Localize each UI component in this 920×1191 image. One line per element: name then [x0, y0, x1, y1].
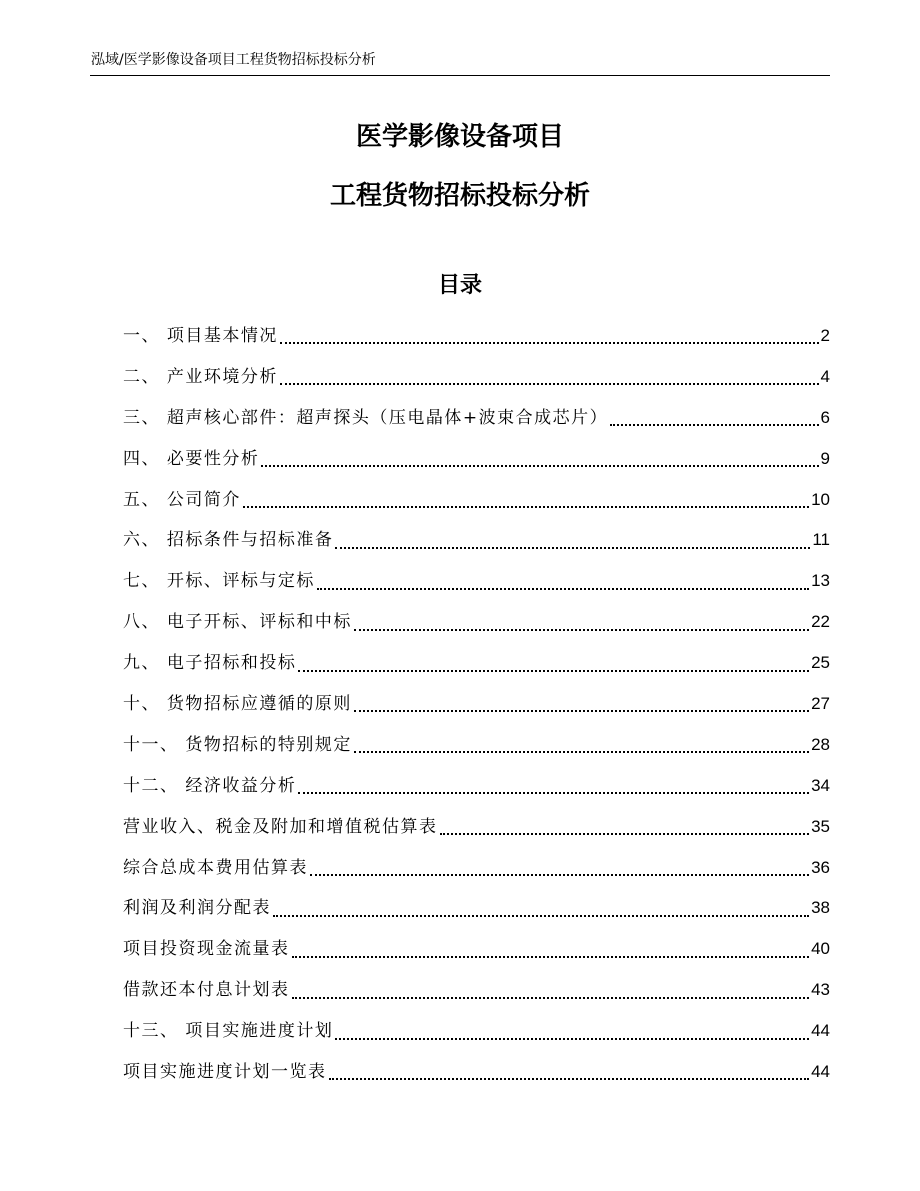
- toc-dot-leader: [440, 817, 810, 837]
- toc-entry[interactable]: [123, 520, 830, 561]
- toc-dot-leader: [310, 858, 809, 878]
- toc-entry-label: 综合总成本费用估算表: [123, 857, 308, 878]
- toc-entry-page-number: 40: [811, 939, 830, 959]
- toc-dot-leader: [335, 531, 810, 551]
- toc-dot-leader: [354, 613, 809, 633]
- header-divider: [90, 75, 830, 76]
- toc-entry[interactable]: [123, 602, 830, 643]
- toc-dot-leader: [261, 449, 818, 469]
- toc-entry-label: 三、 超声核心部件：超声探头（压电晶体+波束合成芯片）: [123, 407, 609, 428]
- toc-entry-page-number: 28: [811, 734, 830, 754]
- toc-entry[interactable]: [123, 848, 830, 889]
- toc-dot-leader: [317, 572, 809, 592]
- toc-entry-page-number: 10: [811, 489, 830, 509]
- toc-entry-label: 借款还本付息计划表: [123, 980, 290, 1001]
- toc-entry-page-number: 6: [820, 407, 830, 427]
- toc-entry-page-number: 25: [811, 653, 830, 673]
- toc-entry-label: 项目投资现金流量表: [123, 939, 290, 960]
- toc-entry-page-number: 44: [811, 1021, 830, 1041]
- toc-dot-leader: [280, 367, 819, 387]
- toc-entry-page-number: 13: [811, 571, 830, 591]
- toc-entry-label: 八、 电子开标、评标和中标: [123, 612, 352, 633]
- toc-entry[interactable]: [123, 357, 830, 398]
- toc-entry-page-number: 36: [811, 857, 830, 877]
- toc-dot-leader: [280, 326, 819, 346]
- toc-dot-leader: [273, 899, 809, 919]
- toc-entry[interactable]: [123, 725, 830, 766]
- toc-entry-label: 二、 产业环境分析: [123, 366, 278, 387]
- toc-entry[interactable]: [123, 480, 830, 521]
- toc-entry-label: 项目实施进度计划一览表: [123, 1062, 327, 1083]
- running-header: 泓域/医学影像设备项目工程货物招标投标分析: [91, 52, 376, 68]
- toc-entry-label: 七、 开标、评标与定标: [123, 571, 315, 592]
- toc-entry-label: 四、 必要性分析: [123, 448, 260, 469]
- toc-heading: 目录: [437, 273, 482, 298]
- toc-dot-leader: [335, 1022, 809, 1042]
- toc-entry[interactable]: [123, 766, 830, 807]
- document-title-line-2: 工程货物招标投标分析: [329, 181, 590, 211]
- toc-entry-label: 十一、 货物招标的特别规定: [123, 734, 352, 755]
- toc-entry[interactable]: [123, 1052, 830, 1093]
- toc-dot-leader: [292, 940, 810, 960]
- toc-entry-page-number: 9: [820, 448, 830, 468]
- toc-entry-page-number: 34: [811, 775, 830, 795]
- toc-entry-page-number: 11: [812, 530, 830, 550]
- toc-entry-page-number: 38: [811, 898, 830, 918]
- toc-entry[interactable]: [123, 970, 830, 1011]
- toc-entry[interactable]: [123, 888, 830, 929]
- toc-entry-page-number: 4: [820, 366, 830, 386]
- toc-entry-label: 五、 公司简介: [123, 489, 241, 510]
- toc-entry[interactable]: [123, 398, 830, 439]
- toc-dot-leader: [610, 408, 818, 428]
- toc-entry-label: 十二、 经济收益分析: [123, 775, 297, 796]
- document-title-line-1: 医学影像设备项目: [355, 122, 564, 152]
- toc-entry-label: 一、 项目基本情况: [123, 326, 278, 346]
- toc-entry-page-number: 43: [811, 980, 830, 1000]
- toc-entry-page-number: 2: [820, 326, 830, 345]
- toc-entry-label: 十三、 项目实施进度计划: [123, 1021, 334, 1042]
- toc-entry-page-number: 44: [811, 1062, 830, 1082]
- toc-dot-leader: [354, 735, 809, 755]
- toc-entry-page-number: 35: [811, 816, 830, 836]
- table-of-contents: [123, 316, 830, 1093]
- toc-entry[interactable]: [123, 807, 830, 848]
- toc-entry[interactable]: [123, 561, 830, 602]
- toc-entry[interactable]: [123, 439, 830, 480]
- toc-dot-leader: [298, 776, 809, 796]
- toc-entry[interactable]: [123, 316, 830, 357]
- toc-entry-label: 九、 电子招标和投标: [123, 653, 297, 674]
- toc-entry[interactable]: [123, 684, 830, 725]
- toc-entry[interactable]: [123, 929, 830, 970]
- toc-entry-page-number: 22: [811, 612, 830, 632]
- toc-entry[interactable]: [123, 643, 830, 684]
- toc-entry-page-number: 27: [811, 694, 830, 714]
- toc-dot-leader: [354, 694, 809, 714]
- toc-dot-leader: [243, 490, 809, 510]
- toc-dot-leader: [292, 981, 810, 1001]
- toc-entry-label: 十、 货物招标应遵循的原则: [123, 694, 352, 715]
- toc-entry-label: 六、 招标条件与招标准备: [123, 530, 334, 551]
- toc-entry-label: 营业收入、税金及附加和增值税估算表: [123, 816, 438, 837]
- toc-dot-leader: [298, 654, 809, 674]
- toc-entry[interactable]: [123, 1011, 830, 1052]
- toc-dot-leader: [329, 1062, 810, 1082]
- toc-entry-label: 利润及利润分配表: [123, 898, 271, 919]
